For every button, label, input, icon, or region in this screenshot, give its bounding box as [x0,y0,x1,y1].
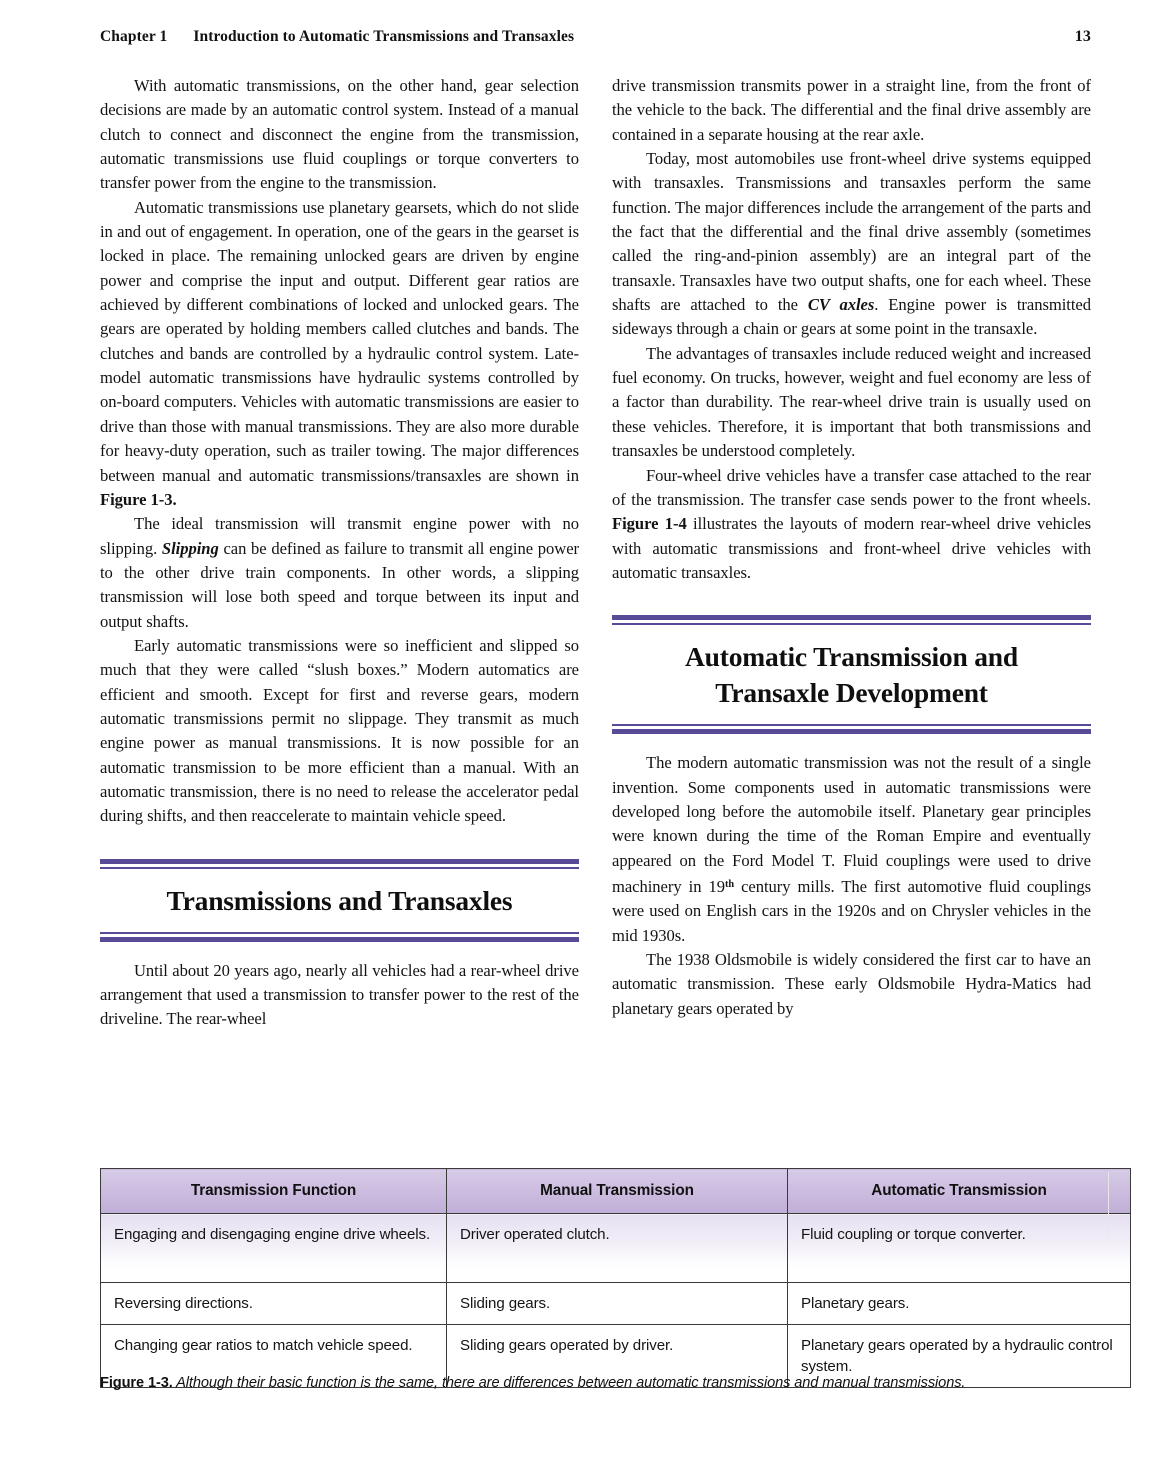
paragraph-text: The ideal transmission will transmit engine power with no slipping. [100,514,579,558]
paragraph: drive transmission transmits power in a straight line, from the front of the vehicle to the back. The differential and the final drive assembly are contained in a separate housing at the rear axle. [612,76,1091,144]
scan-artifact-line [1108,1172,1109,1238]
table-header-row [101,1169,1131,1214]
paragraph-text: Automatic transmissions use planetary gearsets, which do not slide in and out of engagement. In operation, one of the gears in the gearset is locked in place. The remaining unlocked gears are driven by engine power and comprise the input and output. Different gear ratios are achieved by different combinations of locked and unlocked gears. The gears are operated by holding members called clutches and bands. The clutches and bands are controlled by a hydraulic control system. Late-model automatic transmissions have hydraulic systems controlled by on-board computers. Vehicles with automatic transmissions are easier to drive than those with manual transmissions. They are also more durable for heavy-duty operation, such as trailer towing. The major differences between manual and automatic transmissions/transaxles are shown in [100,197,579,485]
key-term-slipping: Slipping [161,538,219,558]
table-cell: Fluid coupling or torque converter. [788,1214,1131,1283]
figure-caption-label: Figure 1-3. [100,1375,173,1391]
table-row [101,1283,1131,1325]
paragraph-text-continued: illustrates the layouts of modern rear-wheel drive vehicles with automatic transmissions and front-wheel drive vehicles with automatic transaxles. [612,514,1091,582]
column-header-automatic-transmission: Automatic Transmission [788,1169,1131,1214]
paragraph-text-continued: . Engine power is transmitted sideways through a chain or gears at some point in the transaxle. [612,295,1091,339]
paragraph-text-continued: can be defined as failure to transmit all engine power to the other drive train components. In other words, a slipping transmission will lose both speed and torque between its input and output shafts. [100,538,579,631]
figure-caption [100,1372,1091,1394]
table-cell: Changing gear ratios to match vehicle speed. [101,1325,447,1388]
column-header-transmission-function: Transmission Function [101,1169,447,1214]
rule-thick-bar [612,729,1091,734]
paragraph [100,512,579,634]
paragraph [100,196,579,512]
section-title: Transmissions and Transaxles [166,884,513,916]
paragraph: The advantages of transaxles include reduced weight and increased fuel economy. On trucks, however, weight and fuel economy are less of a factor than durability. The rear-wheel drive train is usually used on these vehicles. Therefore, it is important that both transmissions and transaxles be understood completely. [612,343,1091,461]
table-cell: Planetary gears. [788,1283,1131,1325]
table-cell: Planetary gears operated by a hydraulic control system. [788,1325,1131,1388]
paragraph-text: Today, most automobiles use front-wheel drive systems equipped with transaxles. Transmissions and transaxles perform the same function. The major differences include the arrangement of the parts and the fact that the differential and the final drive assembly (sometimes called the ring-and-pinion assembly) are an integral part of the transaxle. Transaxles have two output shafts, one for each wheel. These shafts are attached to the [612,149,1091,315]
section-title-line-2: Transaxle Development [715,677,988,709]
page-number: 13 [1074,28,1091,45]
table-head [101,1169,1131,1214]
running-head-title: Introduction to Automatic Transmissions and Transaxles [193,28,575,45]
figure-reference: Figure 1-4 [612,514,687,534]
figure-caption-text: Although their basic function is the same, there are differences between automatic transmissions and manual transmissions. [172,1375,966,1391]
table-cell: Driver operated clutch. [447,1214,788,1283]
rule-thick-bar [100,937,579,942]
figure-1-3-table-block [100,1168,1113,1388]
section-heading-transmissions-and-transaxles [100,859,579,942]
paragraph: With automatic transmissions, on the other hand, gear selection decisions are made by an automatic control system. Instead of a manual clutch to connect and disconnect the engine from the transmission, automatic transmissions use fluid couplings or torque converters to transfer power from the engine to the transmission. [100,76,579,193]
table-cell: Reversing directions. [101,1283,447,1325]
column-header-manual-transmission: Manual Transmission [447,1169,788,1214]
paragraph-text: Four-wheel drive vehicles have a transfer case attached to the rear of the transmission. The transfer case sends power to the front wheels. [612,465,1091,509]
left-column [100,74,579,1119]
figure-reference: Figure 1-3. [100,489,177,509]
paragraph [612,751,1091,948]
table-cell: Engaging and disengaging engine drive wheels. [101,1214,447,1283]
paragraph-text: The modern automatic transmission was not the result of a single invention. Some components used in automatic transmissions were developed long before the automobile itself. Planetary gear principles were known during the time of the Roman Empire and eventually appeared on the Ford Model T. Fluid couplings were used to drive machinery in 19 [612,753,1091,896]
paragraph-text-continued: century mills. The first automotive fluid couplings were used on English cars in the 1920s and on Chrysler vehicles in the mid 1930s. [612,876,1091,945]
rule-below-heading [612,724,1091,734]
running-head [100,28,1091,46]
paragraph [612,147,1091,342]
paragraph [612,464,1091,586]
body-columns [100,74,1091,1119]
rule-above-heading [612,615,1091,625]
rule-below-heading [100,932,579,942]
section-heading-automatic-transmission-and-transaxle-development [612,615,1091,734]
table-row [101,1214,1131,1283]
running-head-chapter: Chapter 1 [100,28,168,45]
comparison-table [100,1168,1131,1388]
paragraph: The 1938 Oldsmobile is widely considered the first car to have an automatic transmission. These early Oldsmobile Hydra-Matics had planetary gears operated by [612,949,1091,1018]
paragraph: Early automatic transmissions were so inefficient and slipped so much that they were called “slush boxes.” Modern automatics are efficient and smooth. Except for first and reverse gears, modern automatic transmissions permit no slippage. They transmit as much engine power as manual transmissions. It is now possible for an automatic transmission to be more efficient than a manual. With an automatic transmission, there is no need to release the accelerator pedal during shifts, and then reaccelerate to maintain vehicle speed. [100,635,579,826]
paragraph: Until about 20 years ago, nearly all vehicles had a rear-wheel drive arrangement that used a transmission to transfer power to the rest of the driveline. The rear-wheel [100,960,579,1029]
table-cell: Sliding gears. [447,1283,788,1325]
right-column [612,74,1091,1119]
rule-above-heading [100,859,579,869]
section-title-line-1: Automatic Transmission and [684,641,1018,673]
ordinal-suffix: th [724,878,735,890]
section-title [612,625,1091,724]
running-head-left [100,28,574,46]
table-cell: Sliding gears operated by driver. [447,1325,788,1388]
key-term-cv-axles: CV axles [807,295,875,315]
table-body [101,1214,1131,1388]
